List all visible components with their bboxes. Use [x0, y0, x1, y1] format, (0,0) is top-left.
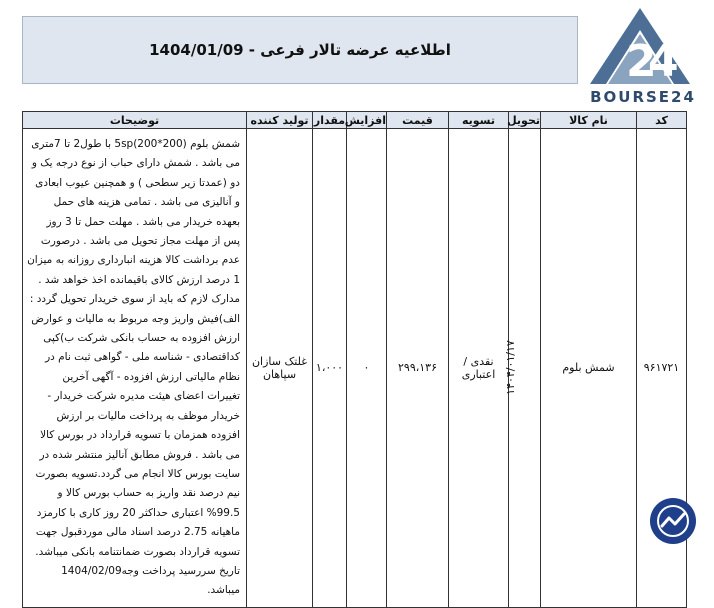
title-banner: [22, 16, 578, 84]
header-description: توضیحات: [23, 112, 247, 129]
svg-text:2: 2: [626, 36, 657, 87]
header-producer: تولید کننده: [247, 112, 313, 129]
chart-wave-icon: [656, 504, 690, 538]
cell-delivery: [504, 129, 541, 608]
table-row: [23, 129, 687, 608]
header-settlement: تسویه: [449, 112, 509, 129]
delivery-date: ۱۴۰۴/۰۱/۱۷: [504, 340, 518, 396]
cell-code: ۹۶۱۷۲۱: [637, 129, 687, 608]
header-code: کد: [637, 112, 687, 129]
offer-table: [22, 111, 687, 608]
svg-text:4: 4: [648, 36, 679, 87]
cell-product: شمش بلوم: [541, 129, 637, 608]
page-title: اطلاعیه عرضه تالار فرعی - 1404/01/09: [149, 41, 451, 59]
header-increase: افزایش: [344, 113, 386, 127]
cell-settlement: نقدی / اعتباری: [449, 129, 509, 608]
header-price: قیمت: [387, 112, 449, 129]
cell-producer: غلتک سازان سپاهان: [247, 129, 313, 608]
corner-badge-icon: [650, 498, 696, 544]
logo-text: BOURSE24: [590, 88, 696, 106]
header-amount: مقدار: [313, 113, 346, 127]
table-header-row: [23, 112, 687, 129]
cell-description: شمش بلوم 5sp(200*200) با طول2 تا 7متری می باشد . شمش دارای حباب از نوع درجه یک و دو (عمدتا زیر سطحی ) و همچنین عیوب ابعادی و آنالیزی می باشد . تمامی هزینه های حمل بعهده خریدار می باشد . مهلت حمل تا 3 روز پس از مهلت مجاز تحویل می باشد . درصورت عدم برداشت کالا هزینه انبارداری روزانه به میزان 1 درصد ارزش کالای باقیمانده اخذ خواهد شد . مدارک لازم که باید از سوی خریدار تحویل گردد : الف)فیش واریز وجه مربوط به مالیات و عوارض ارزش افزوده به حساب بانکی شرکت ب)کپی کداقتصادی - شناسه ملی - گواهی ثبت نام در نظام مالیاتی ارزش افزوده - آگهی آخرین تغییرات اعضای هیئت مدیره شرکت خریدار - خریدار موظف به پرداخت مالیات بر ارزش افزوده همزمان با تسویه قرارداد در بورس کالا می باشد . فروش مطابق آنالیز منتشر شده در سایت بورس کالا انجام می گردد.تسویه بصورت نیم درصد نقد واریز به حساب بورس کالا و 99.5% اعتباری حداکثر 20 روز کاری با کارمزد ماهیانه 2.75 درصد اسناد مالی موردقبول جهت تسویه قرارداد بصورت ضمانتنامه بانکی میباشد. تاریخ سررسید پرداخت وجه1404/02/09 میباشد.: [23, 129, 247, 608]
cell-price: ۲۹۹،۱۳۶: [387, 129, 449, 608]
cell-increase: ۰: [347, 129, 387, 608]
header-delivery: تحویل: [507, 113, 540, 127]
header-product: نام کالا: [541, 112, 637, 129]
cell-amount: ۱،۰۰۰: [313, 129, 347, 608]
